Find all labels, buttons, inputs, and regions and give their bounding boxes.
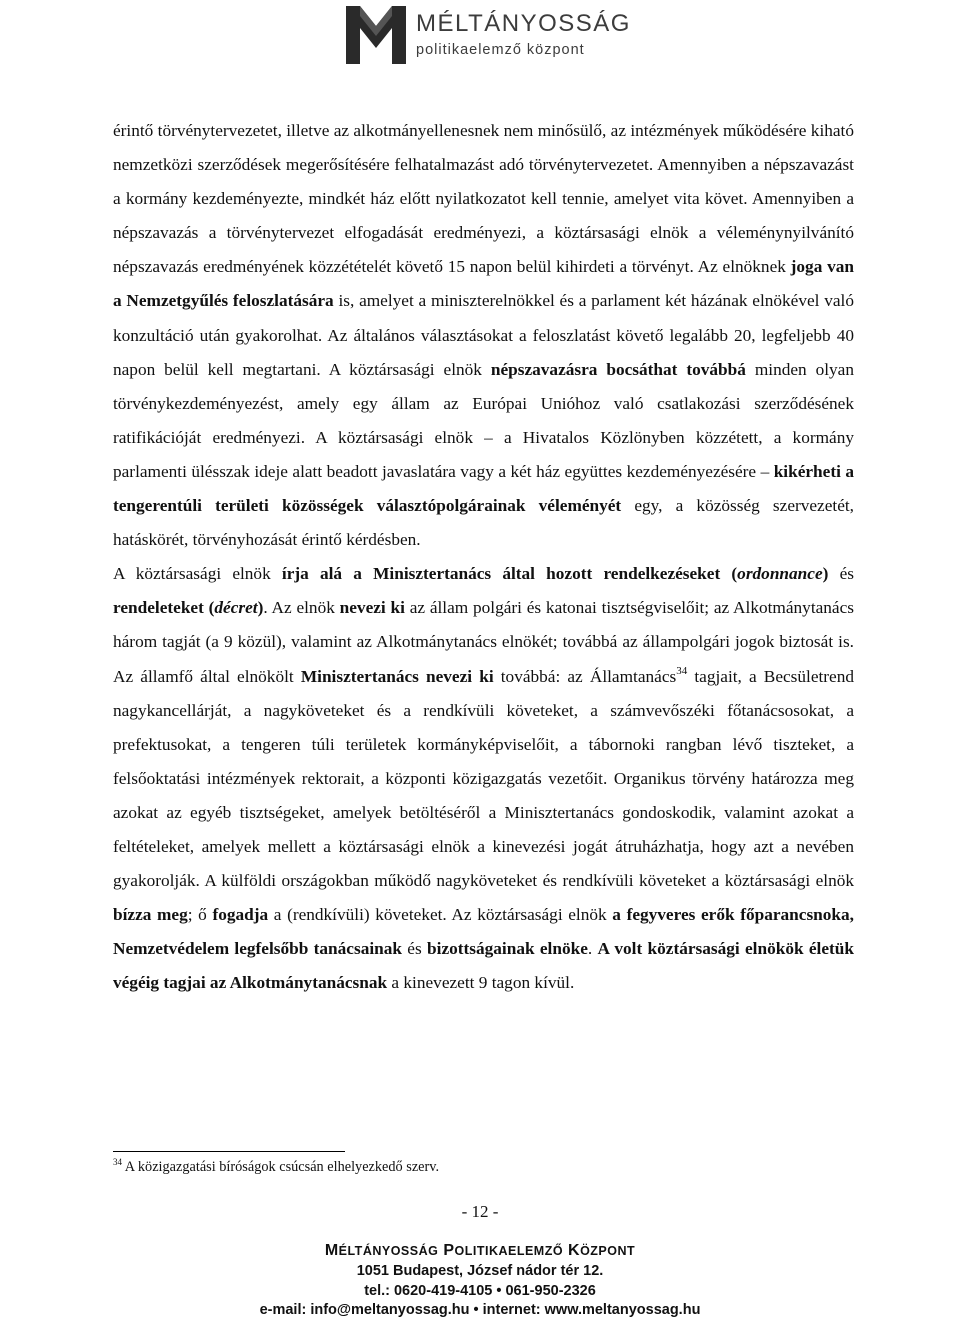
page-footer xyxy=(0,1240,960,1321)
brand-title: MÉLTÁNYOSSÁG xyxy=(416,10,631,37)
paragraph-1: érintő törvénytervezetet, illetve az alkotmányellenesnek nem minősülő, az intézmények működésére kiható nemzetközi szerződések megerősítésére felhatalmazást adó törvénytervezetet. Amennyiben a népszavazást a kormány kezdeményezte, mindkét ház előtt nyilatkozatot kell tennie, amelyet vita követ. Amennyiben a népszavazás a törvénytervezet elfogadását eredményezi, a köztársasági elnök a véleménynyilvánító népszavazás eredményének közzétételét követő 15 napon belül kihirdeti a törvényt. Az elnöknek joga van a Nemzetgyűlés feloszlatására is, amelyet a miniszterelnökkel és a parlament két házának elnökével való konzultáció után gyakorolhat. Az általános választásokat a feloszlatást követő legalább 20, legfeljebb 40 napon belül kell megtartani. A köztársasági elnök népszavazásra bocsáthat továbbá minden olyan törvénykezdeményezést, amely egy állam az Európai Unióhoz való csatlakozási szerződésének ratifikációját eredményezi. A köztársasági elnök – a Hivatalos Közlönyben közzétett, a kormány parlamenti ülésszak ideje alatt beadott javaslatára vagy a két ház együttes kezdeményezésére – kikérheti a tengerentúli területi közösségek választópolgárainak véleményét egy, a közösség szervezetét, hatáskörét, törvényhozását érintő kérdésben. xyxy=(113,121,854,550)
footnote-ref-34[interactable]: 34 xyxy=(676,664,688,677)
body-text xyxy=(113,114,854,1000)
footnote xyxy=(113,1157,439,1176)
footnote-text: A közigazgatási bíróságok csúcsán elhelyezkedő szerv. xyxy=(122,1158,440,1175)
footer-address: 1051 Budapest, József nádor tér 12. xyxy=(356,1263,604,1279)
footnote-number: 34 xyxy=(113,1157,122,1167)
footer-title: MÉLTÁNYOSSÁG POLITIKAELEMZŐ KÖZPONT xyxy=(324,1242,636,1259)
paragraph-2: A köztársasági elnök írja alá a Minisztertanács által hozott rendelkezéseket (ordonnance) és rendeleteket (décret). Az elnök nevezi ki az állam polgári és katonai tisztségviselőit; az Alkotmánytanács három tagját (a 9 közül), valamint az Alkotmánytanács elnökét; továbbá az állampolgári jogok biztosát is. Az államfő által elnökölt Minisztertanács nevezi ki továbbá: az Államtanács$^{34}$ tagjait, a Becsületrend nagykancellárját, a nagyköveteket és a rendkívüli követeket, a számvevőszéki főtanácsosokat, a prefektusokat, a tengeren túli területek kormányképviselőit, a tábornoki rangban lévő tiszteket, a felsőoktatási intézmények rektorait, a központi közigazgatás vezetőit. Organikus törvény határozza meg azokat az egyéb tisztségeket, amelyek betöltéséről a Minisztertanács gondoskodik, valamint azokat a feltételeket, amelyek mellett a köztársasági elnök a kinevezési jogát átruházhatja, hogy azt a nevében gyakorolják. A külföldi országokban működő nagyköveteket és rendkívüli követeket a köztársasági elnök bízza meg; ő fogadja a (rendkívüli) követeket. Az köztársasági elnök a fegyveres erők főparancsnoka, Nemzetvédelem legfelsőbb tanácsainak és bizottságainak elnöke. A volt köztársasági elnökök életük végéig tagjai az Alkotmánytanácsnak a kinevezett 9 tagon kívül. xyxy=(113,564,855,993)
footer-phone: tel.: 0620-419-4105 • 061-950-2326 xyxy=(364,1282,596,1299)
page-number: - 12 - xyxy=(461,1202,499,1221)
brand-subtitle: politikaelemző központ xyxy=(416,42,585,58)
meltanyossag-logo-icon xyxy=(346,6,406,64)
footnote-divider xyxy=(113,1151,345,1152)
page-header xyxy=(346,4,666,64)
footer-contact: e-mail: info@meltanyossag.hu • internet: www.meltanyossag.hu xyxy=(259,1302,701,1318)
